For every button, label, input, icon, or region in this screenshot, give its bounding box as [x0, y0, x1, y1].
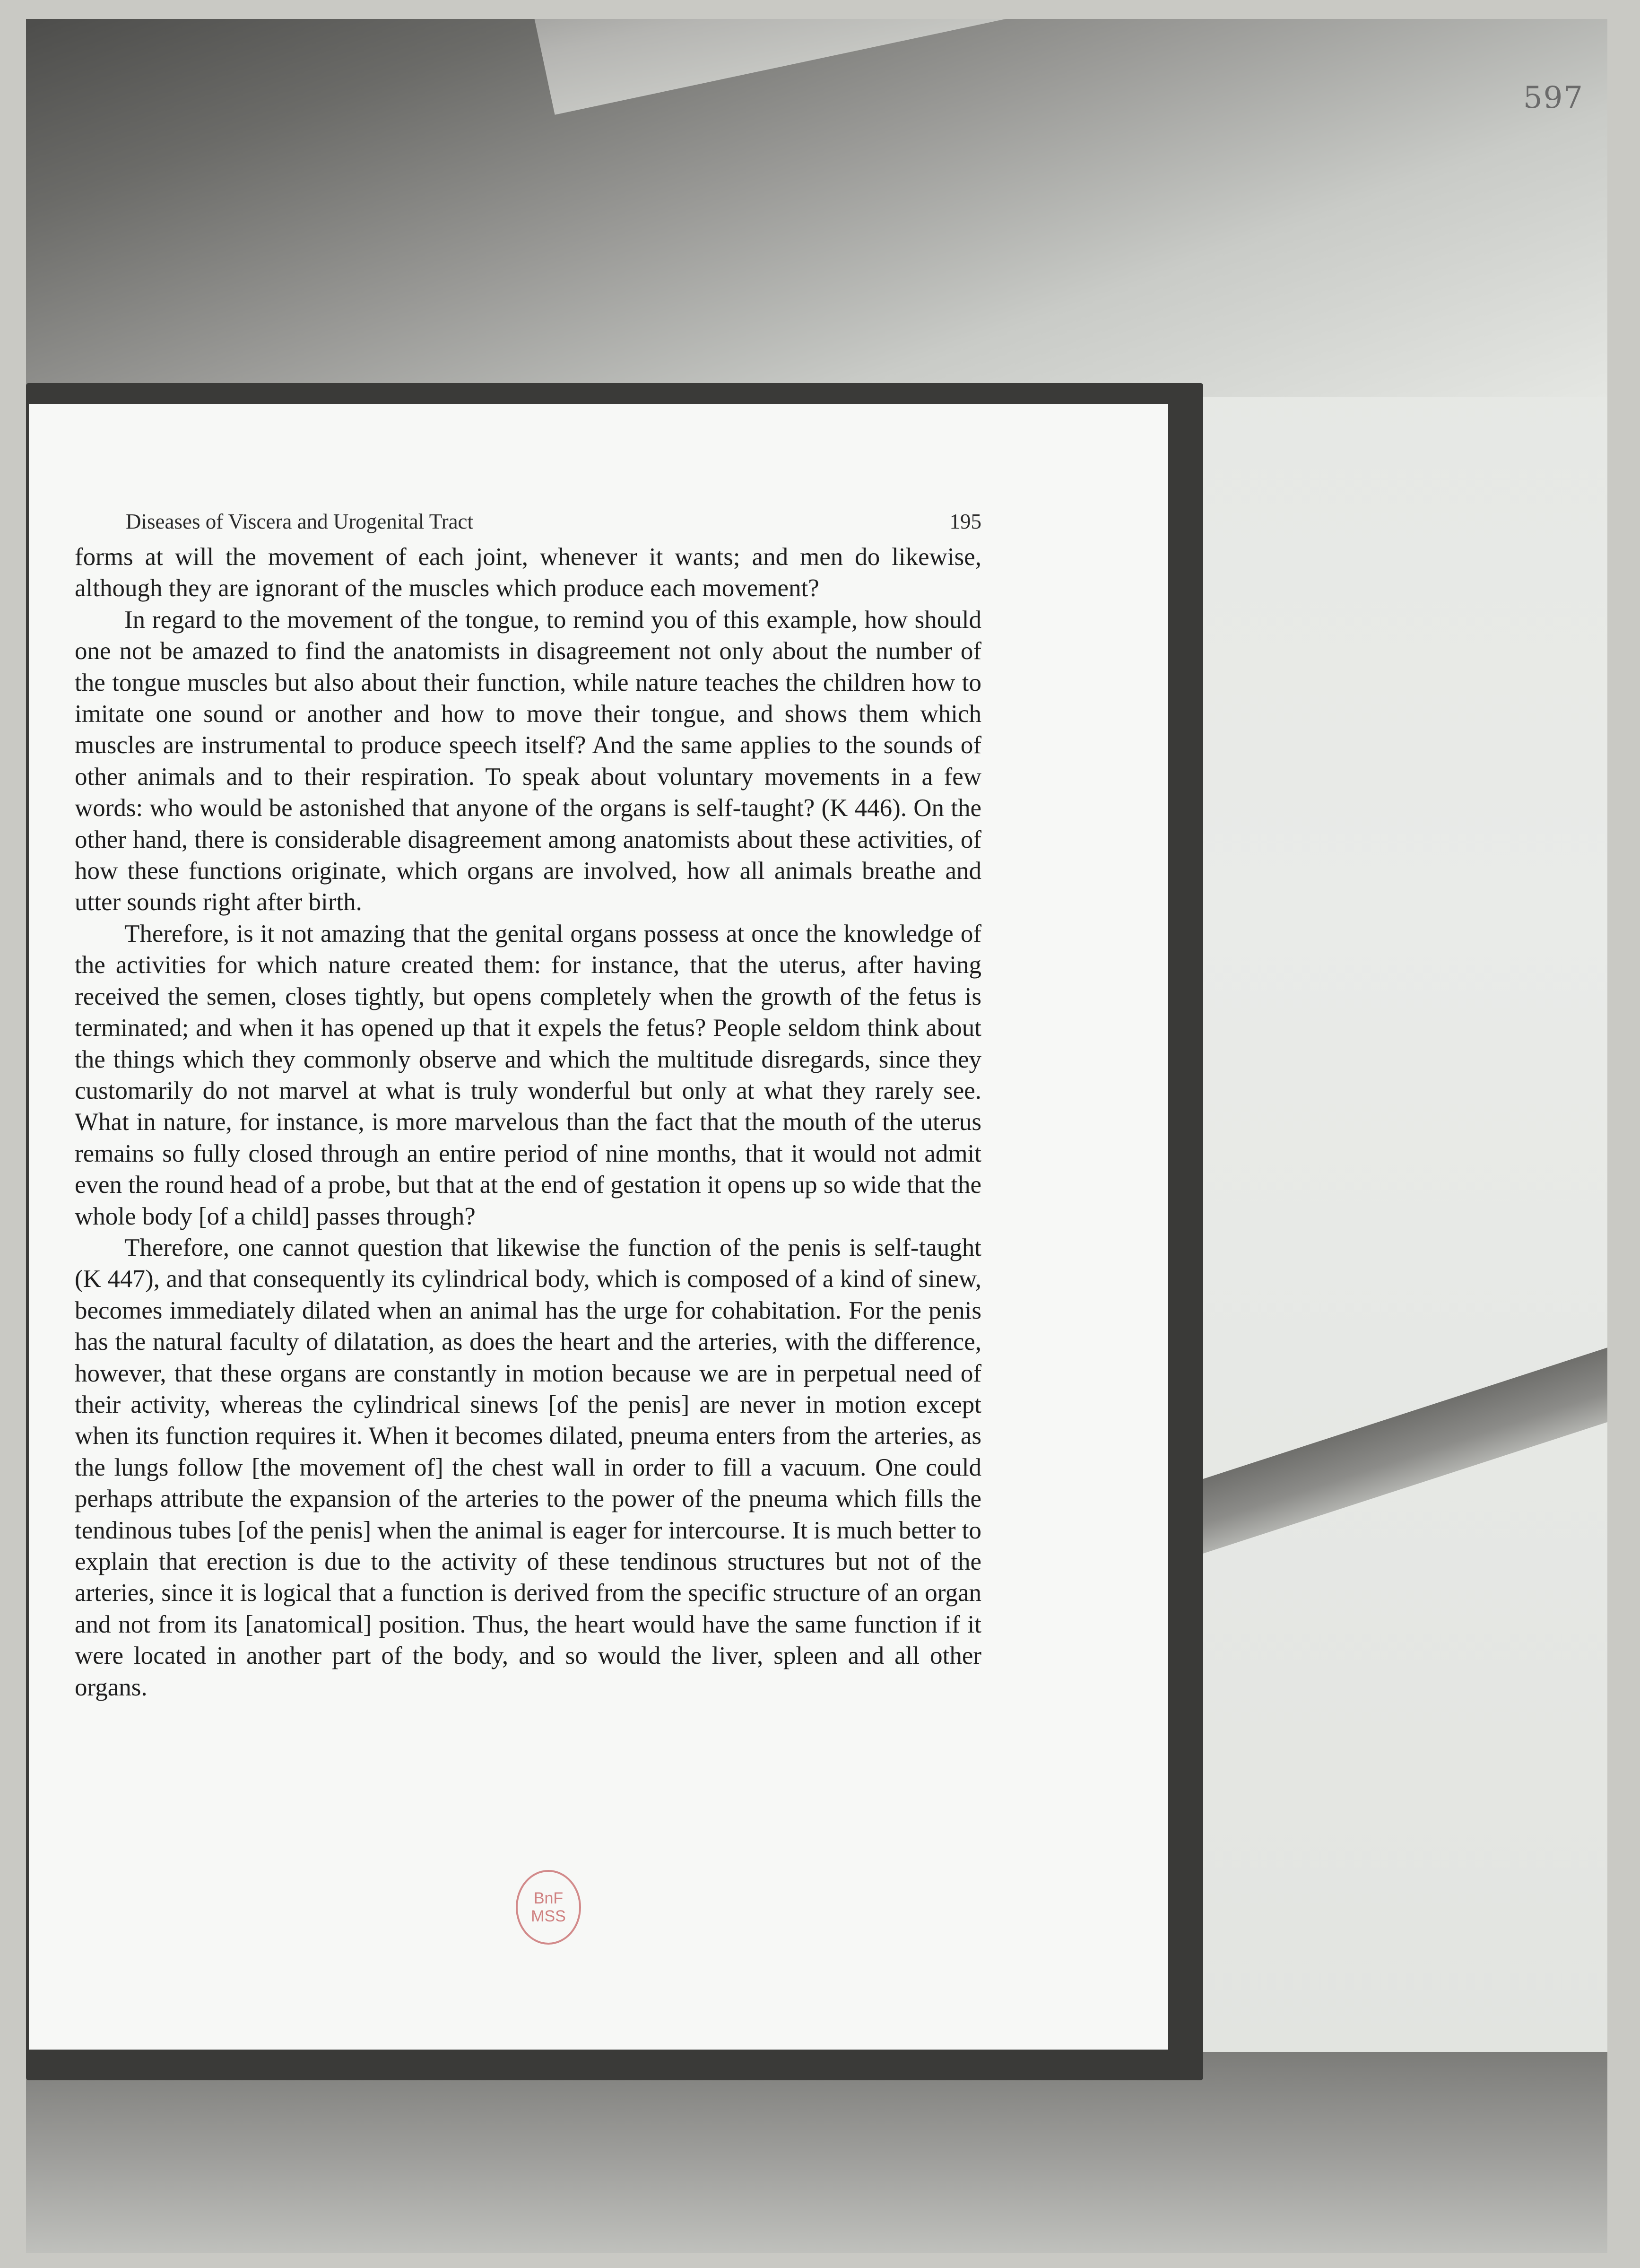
paragraph: Therefore, is it not amazing that the genital organs possess at once the knowledge of the activities for which nature created them: for instance, that the uterus, after having received the semen, closes tightly, but opens completely when the growth of the fetus is terminated; and when it has opened up that it expels the fetus? People seldom think about the things which they commonly observe and which the multitude disregards, since they customarily do not marvel at what is truly wonderful but only at what they rarely see. What in nature, for instance, is more marvelous than the fact that the mouth of the uterus remains so fully closed through an entire period of nine months, that it would not admit even the round head of a probe, but that at the end of gestation it opens up so wide that the whole body [of a child] passes through?	[75, 920, 981, 1230]
paragraph: In regard to the movement of the tongue, to remind you of this example, how should one not be amazed to find the anatomists in disagreement not only about the number of the tongue muscles but also about their function, while nature teaches the children how to imitate one sound or another and how to move their tongue, and shows them which muscles are instrumental to produce speech itself? And the same applies to the sounds of other animals and to their respiration. To speak about voluntary movements in a few words: who would be astonished that anyone of the organs is self-taught? (K 446). On the other hand, there is considerable disagreement among anatomists about these activities, of how these functions originate, which organs are involved, how all animals breathe and utter sounds right after birth.	[75, 606, 981, 916]
paragraph: forms at will the movement of each joint, whenever it wants; and men do likewise, although they are ignorant of the muscles which produce each movement?	[75, 543, 981, 602]
photocopy-sheet	[26, 19, 1607, 2253]
library-stamp	[516, 1870, 581, 1945]
book-page	[29, 404, 1168, 2050]
running-head	[126, 509, 981, 538]
photocopy-shading-top	[26, 19, 1607, 397]
running-head-title: Diseases of Viscera and Urogenital Tract	[126, 510, 474, 533]
body-text	[75, 541, 981, 1703]
stamp-line: BnF	[533, 1889, 564, 1907]
paragraph: Therefore, one cannot question that likewise the function of the penis is self-taught (K 447), and that consequently its cylindrical body, which is composed of a kind of sinew, becomes immediately dilated when an animal has the urge for cohabitation. For the penis has the natural faculty of dilatation, as does the heart and the arteries, with the difference, however, that these organs are constantly in motion because we are in perpetual need of their activity, whereas the cylindrical sinews [of the penis] are never in motion except when its function requires it. When it becomes dilated, pneuma enters from the arteries, as the lungs follow [the movement of] the chest wall in order to fill a vacuum. One could perhaps attribute the expansion of the arteries to the power of the pneuma which fills the tendinous tubes [of the penis] when the animal is eager for intercourse. It is much better to explain that erection is due to the activity of these tendinous structures but not of the arteries, since it is logical that a function is derived from the specific structure of an organ and not from its [anatomical] position. Thus, the heart would have the same function if it were located in another part of the body, and so would the liver, spleen and all other organs.	[75, 1234, 981, 1701]
stamp-line: MSS	[531, 1907, 566, 1925]
folio-number: 597	[1523, 80, 1584, 115]
page-number: 195	[949, 510, 981, 533]
photocopy-shading-bottom	[26, 2052, 1607, 2253]
